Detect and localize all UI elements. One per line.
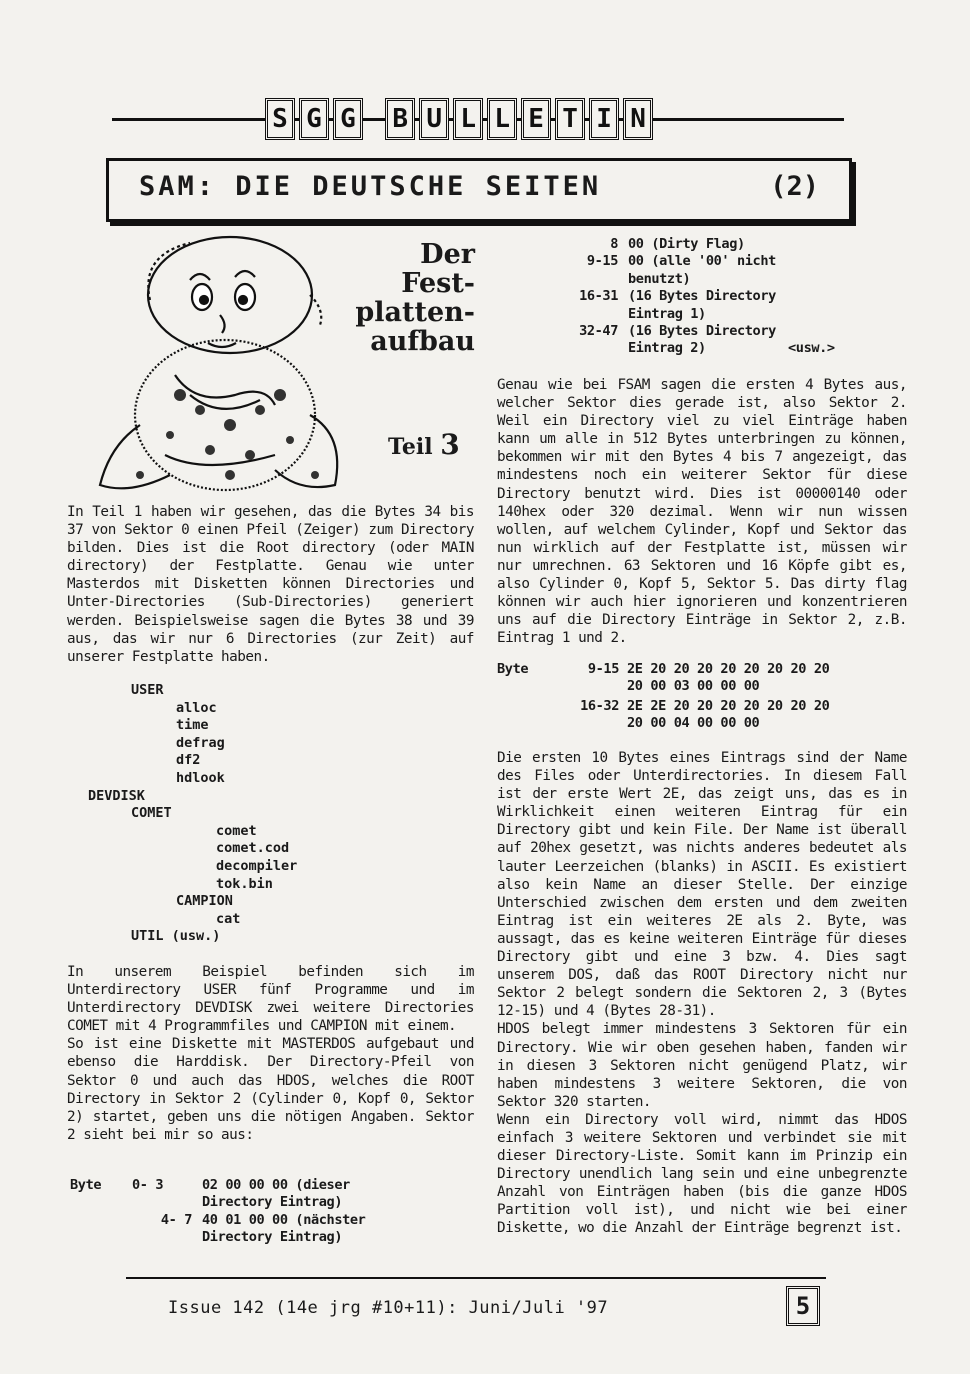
table-row xyxy=(70,1229,365,1246)
table-value: 02 00 00 00 (dieser xyxy=(202,1177,350,1193)
part-label xyxy=(388,428,460,461)
table-value: 00 (alle '00' nicht xyxy=(628,253,776,270)
tree-entry: decompiler xyxy=(216,857,298,874)
headline-line: aufbau xyxy=(370,326,475,357)
banner-letter: G xyxy=(333,98,363,140)
part-number: 3 xyxy=(440,428,460,461)
byte-values: 20 00 03 00 00 00 xyxy=(627,678,760,695)
banner-letter: G xyxy=(299,98,329,140)
table-row xyxy=(540,340,835,357)
banner-letter: E xyxy=(521,98,551,140)
paragraph: So ist eine Diskette mit MASTERDOS aufgebaut und ebenso die Harddisk. Der Directory-Pfeil von Sektor 0 und auch das HDOS, welches die ROOT Directory in Sektor 2 (Cylinder 0, Kopf 0, Sektor 2) startet, geben uns die nötigen Angaben. Sektor 2 sieht bei mir so aus: xyxy=(67,1036,474,1143)
byte-values: 20 00 04 00 00 00 xyxy=(627,715,760,732)
tree-entry: df2 xyxy=(176,752,201,769)
paragraph: Genau wie bei FSAM sagen die ersten 4 Bytes aus, welcher Sektor dies gerade ist, also Sektor 2. Weil ein Directory viel zu viel Einträge haben kann um alle in 512 Bytes unterbringen zu können, bekommen wir mit den Bytes 4 bis 7 angezeigt, das mindestens noch ein weiterer Sektor für diese Directory benutzt wird. Dies ist 00000140 oder 140hex oder 320 dezimal. Wenn wir nun wissen wollen, auf welchem Cylinder, Kopf und Sektor das nun wirklich auf der Festplatte ist, müssen wir nur umrechnen. 63 Sektoren und 16 Köpfe gibt es, also Cylinder 0, Kopf 5, Sektor 5. Das dirty flag können wir auch hier ignorieren und konzentrieren uns auf die Directory Einträge in Sektor 2, z.B. Eintrag 1 und 2. xyxy=(497,377,907,647)
tree-entry: cat xyxy=(216,910,241,927)
tree-entry: comet.cod xyxy=(216,840,290,857)
table-row xyxy=(497,678,829,695)
table-row xyxy=(497,661,829,678)
table-range: 0- 3 xyxy=(132,1177,164,1193)
tree-entry: comet xyxy=(216,822,257,839)
table-label xyxy=(497,698,545,715)
tree-entry: defrag xyxy=(176,734,225,751)
paragraph: In unserem Beispiel befinden sich im Unterdirectory USER fünf Programme und im Unterdirectory DEVDISK zwei weitere Directories COMET mit 4 Programmfiles und CAMPION mit einem. xyxy=(67,964,474,1035)
headline-line: Der xyxy=(420,239,475,270)
paragraph: Die ersten 10 Bytes eines Eintrags sind der Name des Files oder Unterdirectories. In diesem Fall ist der erste Wert 2E, das zeigt uns, das es in Wirklichkeit einen weiteren Eintrag für ein Directory gibt und kein File. Der Name ist überall auf 20hex gesetzt, was nichts anderes bedeutet als lauter Leerzeichen (blanks) in ASCII. Es existiert also kein Name an dieser Stelle. Der einzige Unterschied zwischen dem ersten und dem zweiten Eintrag ist ein weiteres 2E als 2. Byte, was aussagt, das es keine weiteren Einträge für dieses Directory gibt und eine 3 bzw. 4. Dies sagt unserem DOS, daß das ROOT Directory nicht nur Sektor 2 belegt sondern die Sektoren 2, 3 (Bytes 12-15) und 4 (Bytes 28-31). xyxy=(497,750,907,1020)
byte-values: 2E 2E 20 20 20 20 20 20 20 xyxy=(627,697,830,714)
page-number: 5 xyxy=(786,1286,820,1326)
table-range: 9-15 xyxy=(586,253,618,270)
bulletin-banner xyxy=(265,96,653,142)
sector-table-left xyxy=(70,1177,365,1247)
table-value: benutzt) xyxy=(628,270,691,287)
table-value: Eintrag 1) xyxy=(628,305,706,322)
tree-entry: tok.bin xyxy=(216,875,273,892)
table-row xyxy=(540,323,835,340)
byte-dump xyxy=(497,661,829,733)
part-word: Teil xyxy=(388,434,433,460)
table-row xyxy=(70,1177,365,1194)
banner-letter: N xyxy=(623,98,653,140)
byte-values: 2E 20 20 20 20 20 20 20 20 xyxy=(627,661,830,677)
banner-letter: B xyxy=(385,98,415,140)
tree-entry: hdlook xyxy=(176,769,225,786)
paragraph: In Teil 1 haben wir gesehen, das die Bytes 34 bis 37 von Sektor 0 einen Pfeil (Zeiger) zum Directory bilden. Dies ist die Root directory (oder MAIN directory) der Festplatte. Genau wie unter Masterdos mit Disketten können Directories und Unter-Directories (Sub-Directories) generiert werden. Beispielsweise sagen die Bytes 38 und 39 aus, das wir nur 6 Directories (zur Zeit) auf unserer Festplatte haben. xyxy=(67,504,474,665)
footer-rule xyxy=(126,1277,826,1279)
table-row xyxy=(540,271,835,288)
table-row xyxy=(540,253,835,270)
cartoon-illustration xyxy=(80,225,350,515)
banner-letter: U xyxy=(419,98,449,140)
left-column-body xyxy=(67,963,474,1144)
table-row xyxy=(540,236,835,253)
banner-letter: T xyxy=(555,98,585,140)
banner-letter: L xyxy=(487,98,517,140)
table-value: 00 (Dirty Flag) xyxy=(628,236,745,252)
tree-entry: COMET xyxy=(131,805,172,822)
tree-entry: alloc xyxy=(176,699,217,716)
table-label xyxy=(70,1212,132,1229)
table-row xyxy=(70,1194,365,1211)
table-row xyxy=(540,288,835,305)
table-suffix: <usw.> xyxy=(788,340,835,357)
table-range: 16-31 xyxy=(579,288,618,305)
banner-letter: L xyxy=(453,98,483,140)
left-column-intro xyxy=(67,503,474,666)
right-column-para1 xyxy=(497,376,907,647)
issue-footer: Issue 142 (14e jrg #10+11): Juni/Juli '97 xyxy=(168,1298,609,1318)
table-range: 4- 7 xyxy=(160,1211,192,1228)
table-range: 32-47 xyxy=(579,323,618,340)
table-row xyxy=(497,698,829,715)
table-range: 8 xyxy=(610,236,618,252)
table-value: Directory Eintrag) xyxy=(202,1229,343,1246)
right-column-body xyxy=(497,749,907,1238)
table-row xyxy=(540,306,835,323)
table-row xyxy=(70,1212,365,1229)
headline xyxy=(330,240,475,360)
banner-letter: S xyxy=(265,98,295,140)
headline-line: Fest- xyxy=(401,268,475,299)
title-box xyxy=(106,158,852,222)
table-value: 40 01 00 00 (nächster xyxy=(202,1211,366,1228)
banner-letter: I xyxy=(589,98,619,140)
tree-entry: time xyxy=(176,717,209,734)
table-range: 9-15 xyxy=(587,661,619,677)
tree-entry: DEVDISK xyxy=(88,787,145,804)
sector-table-right xyxy=(540,236,835,358)
table-value: Eintrag 2) xyxy=(628,340,706,357)
tree-entry: UTIL (usw.) xyxy=(131,928,221,945)
directory-tree xyxy=(88,682,297,946)
table-value: (16 Bytes Directory xyxy=(628,323,776,340)
tree-entry: CAMPION xyxy=(176,893,233,910)
table-value: Directory Eintrag) xyxy=(202,1194,343,1211)
table-label: Byte xyxy=(70,1177,102,1193)
page-title: SAM: DIE DEUTSCHE SEITEN xyxy=(139,171,602,202)
tree-entry: USER xyxy=(131,682,164,698)
headline-line: platten- xyxy=(355,297,475,328)
table-row xyxy=(497,715,829,732)
table-value: (16 Bytes Directory xyxy=(628,288,776,305)
table-label: Byte xyxy=(497,661,529,677)
table-range: 16-32 xyxy=(580,697,619,714)
title-number: (2) xyxy=(770,171,819,202)
paragraph: HDOS belegt immer mindestens 3 Sektoren für ein Directory. Wie wir oben gesehen haben, fanden wir in diesen 3 Sektoren nicht genügend Platz, wir haben mindestens 3 weitere Sektoren, die von Sektor 320 starten. xyxy=(497,1021,907,1110)
paragraph: Wenn ein Directory voll wird, nimmt das HDOS einfach 3 weitere Sektoren und verbindet sie mit dieser Directory-Liste. Somit kann im Prinzip ein Directory unendlich lang sein und eine unbegrenzte Anzahl von Einträgen haben (bis die ganze HDOS Partition voll ist), und nicht wie bei einer Diskette, wo die Anzahl der Einträge begrenzt ist. xyxy=(497,1111,907,1237)
